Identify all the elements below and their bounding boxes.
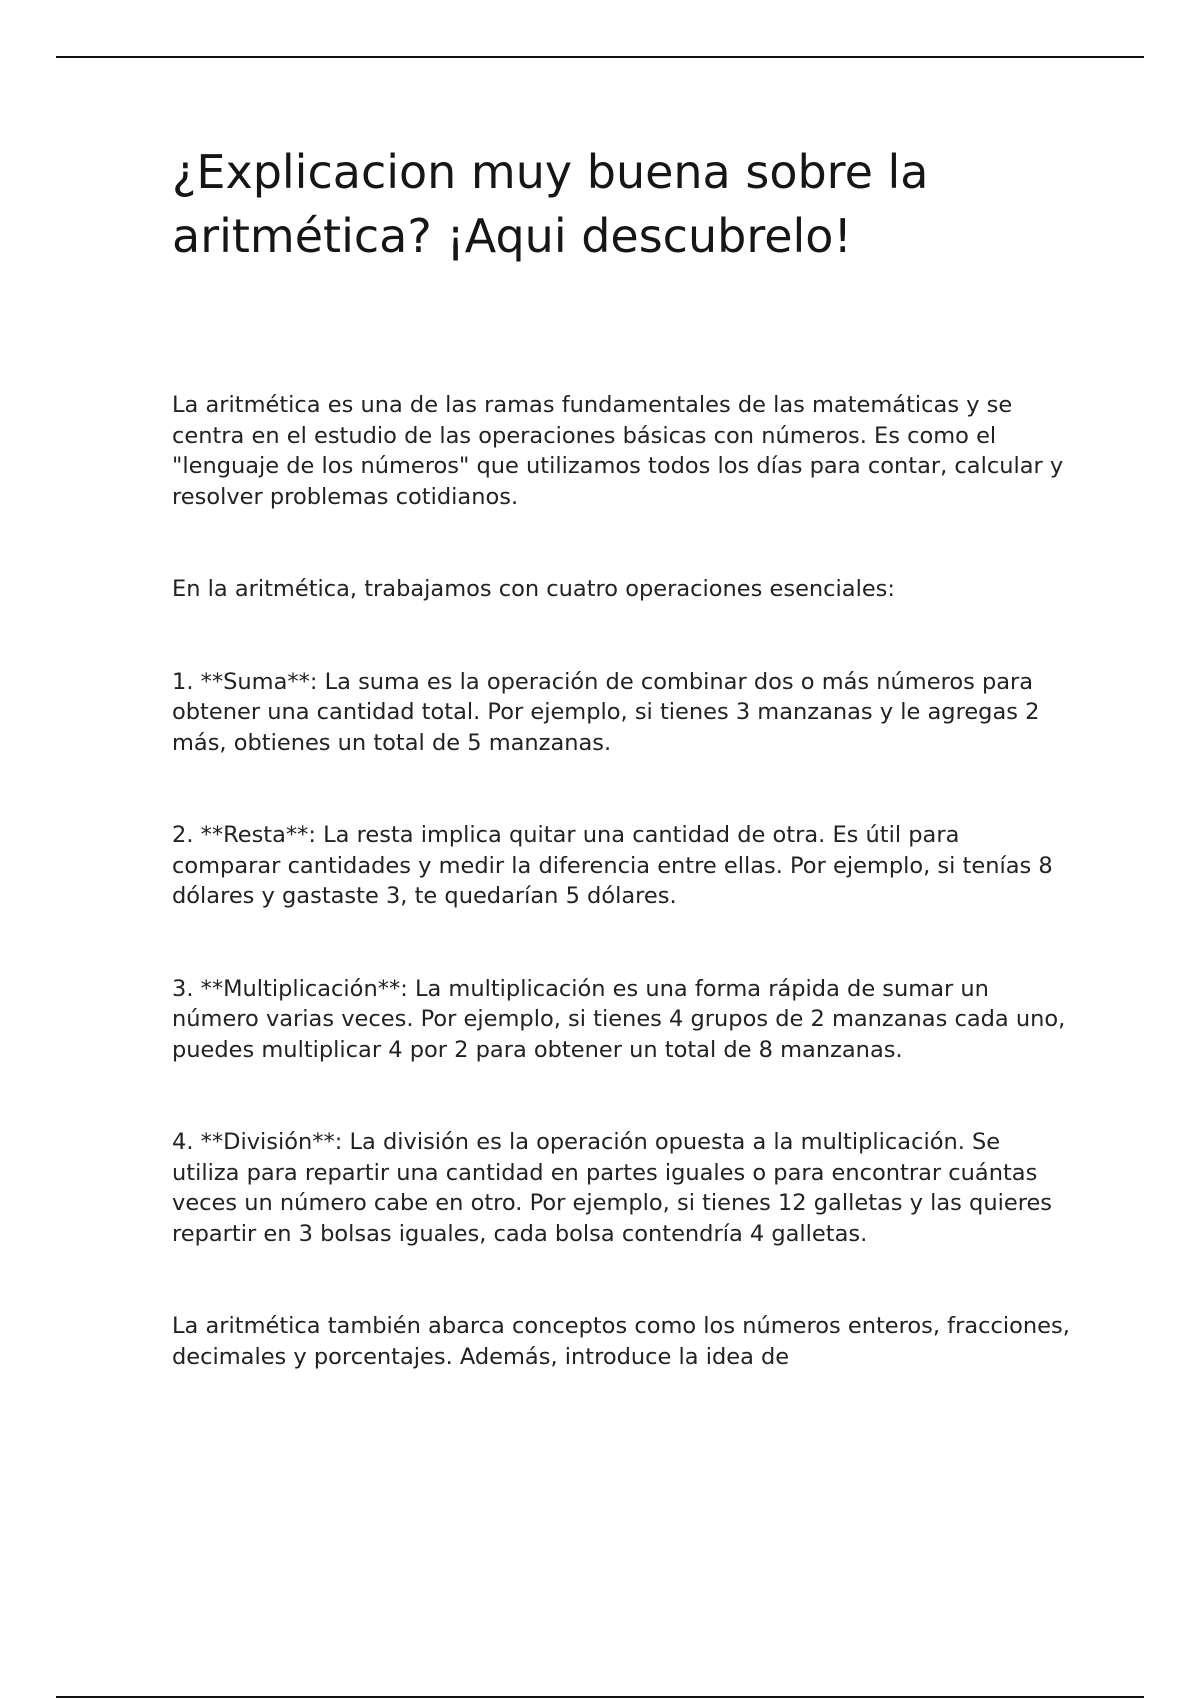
document-title: ¿Explicacion muy buena sobre la aritmética? ¡Aqui descubrelo!	[172, 145, 929, 263]
division-paragraph: 4. **División**: La división es la operación opuesta a la multiplicación. Se utiliza para repartir una cantidad en partes iguales o para encontrar cuántas veces un número cabe en otro. Por ejemplo, si tienes 12 galletas y las quieres repartir en 3 bolsas iguales, cada bolsa contendría 4 galletas.	[172, 1129, 1053, 1247]
document-body	[172, 390, 1072, 1372]
suma-paragraph: 1. **Suma**: La suma es la operación de combinar dos o más números para obtener una cantidad total. Por ejemplo, si tienes 3 manzanas y le agregas 2 más, obtienes un total de 5 manzanas.	[172, 668, 1040, 756]
concepts-paragraph: La aritmética también abarca conceptos como los números enteros, fracciones, decimales y porcentajes. Además, introduce la idea de	[172, 1313, 1070, 1370]
bottom-rule	[56, 1696, 1144, 1698]
operations-intro-paragraph: En la aritmética, trabajamos con cuatro operaciones esenciales:	[172, 576, 895, 602]
top-rule	[56, 56, 1144, 58]
intro-paragraph: La aritmética es una de las ramas fundamentales de las matemáticas y se centra en el estudio de las operaciones básicas con números. Es como el "lenguaje de los números" que utilizamos todos los días para contar, calcular y resolver problemas cotidianos.	[172, 392, 1064, 510]
page-content	[172, 140, 1072, 1434]
resta-paragraph: 2. **Resta**: La resta implica quitar una cantidad de otra. Es útil para comparar cantidades y medir la diferencia entre ellas. Por ejemplo, si tenías 8 dólares y gastaste 3, te quedarían 5 dólares.	[172, 822, 1053, 909]
multiplicacion-paragraph: 3. **Multiplicación**: La multiplicación es una forma rápida de sumar un número varias veces. Por ejemplo, si tienes 4 grupos de 2 manzanas cada uno, puedes multiplicar 4 por 2 para obtener un total de 8 manzanas.	[172, 975, 1066, 1063]
